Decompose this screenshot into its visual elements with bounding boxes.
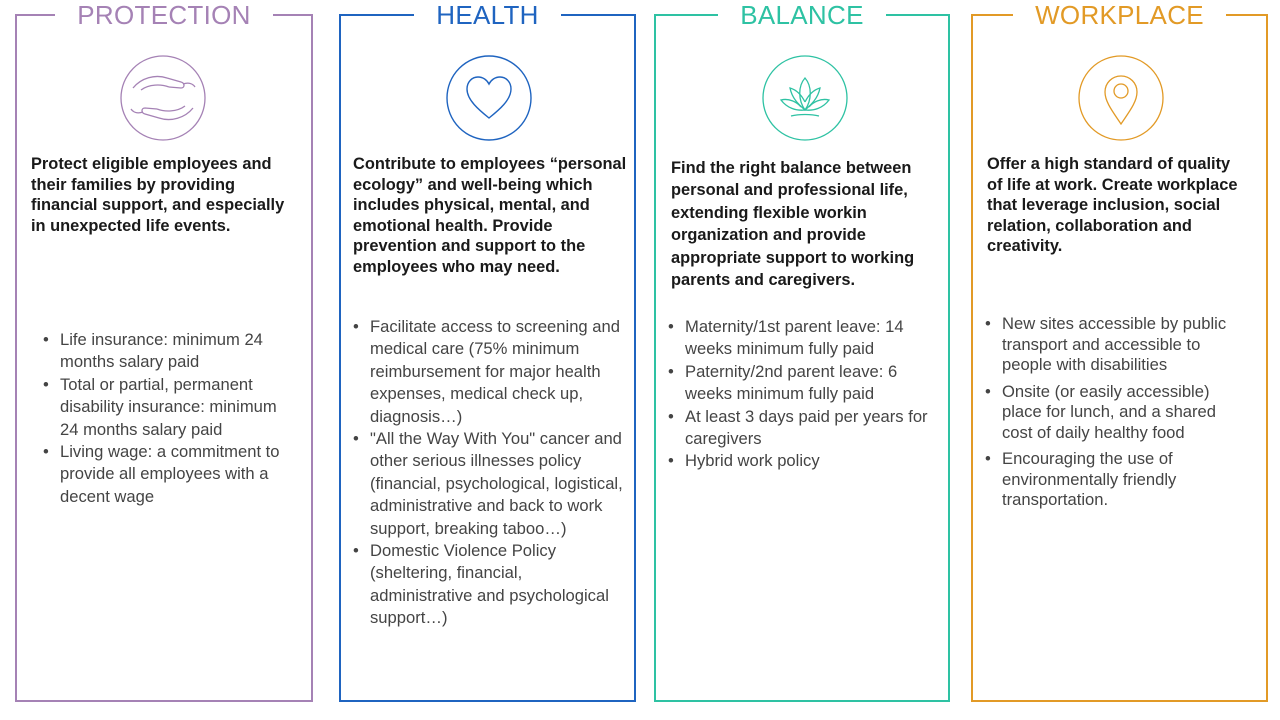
list-item: • Paternity/2nd parent leave: 6 weeks minimum fully paid (668, 361, 940, 406)
list-item: • Domestic Violence Policy (sheltering, financial, administrative and psychological support…) (353, 540, 623, 630)
panel-protection (15, 0, 313, 702)
panel-description: Protect eligible employees and their families by providing financial support, and especially in unexpected life events. (31, 155, 285, 235)
panel-balance (654, 0, 950, 702)
list-item: • Onsite (or easily accessible) place for lunch, and a shared cost of daily healthy food (985, 382, 1247, 444)
panel-description: Contribute to employees “personal ecology” and well-being which includes physical, mental, and emotional health. Provide prevention and support to the employees who may need. (353, 155, 627, 276)
list-item: • "All the Way With You" cancer and other serious illnesses policy (financial, psychological, logistical, administrative and back to work support, breaking taboo…) (353, 428, 623, 540)
panel-title: BALANCE (656, 1, 948, 29)
panel-health (339, 0, 636, 702)
list-item: • Hybrid work policy (668, 450, 940, 472)
benefit-list (985, 314, 1247, 517)
lotus-icon (761, 54, 849, 142)
panel-workplace (971, 0, 1268, 702)
list-item: • Encouraging the use of environmentally friendly transportation. (985, 449, 1247, 511)
list-item: • Total or partial, permanent disability insurance: minimum 24 months salary paid (43, 374, 295, 441)
benefit-list (43, 329, 295, 508)
panel-title: PROTECTION (17, 1, 311, 29)
benefit-list (353, 316, 623, 630)
benefit-list (668, 316, 940, 473)
heart-icon (445, 54, 533, 142)
panel-description: Find the right balance between personal and professional life, extending flexible workin organization and provide appropriate support to working parents and caregivers. (671, 159, 915, 290)
panel-title: WORKPLACE (973, 1, 1266, 29)
list-item: • Life insurance: minimum 24 months salary paid (43, 329, 295, 374)
list-item: • New sites accessible by public transport and accessible to people with disabilities (985, 314, 1247, 376)
list-item: • At least 3 days paid per years for caregivers (668, 406, 940, 451)
protective-hands-icon (119, 54, 207, 142)
panel-description: Offer a high standard of quality of life at work. Create workplace that leverage inclusion, social relation, collaboration and creativity. (987, 155, 1238, 255)
location-pin-icon (1077, 54, 1165, 142)
list-item: • Living wage: a commitment to provide all employees with a decent wage (43, 441, 295, 508)
list-item: • Maternity/1st parent leave: 14 weeks minimum fully paid (668, 316, 940, 361)
panel-title: HEALTH (341, 1, 634, 29)
list-item: • Facilitate access to screening and medical care (75% minimum reimbursement for major health expenses, medical check up, diagnosis…) (353, 316, 623, 428)
